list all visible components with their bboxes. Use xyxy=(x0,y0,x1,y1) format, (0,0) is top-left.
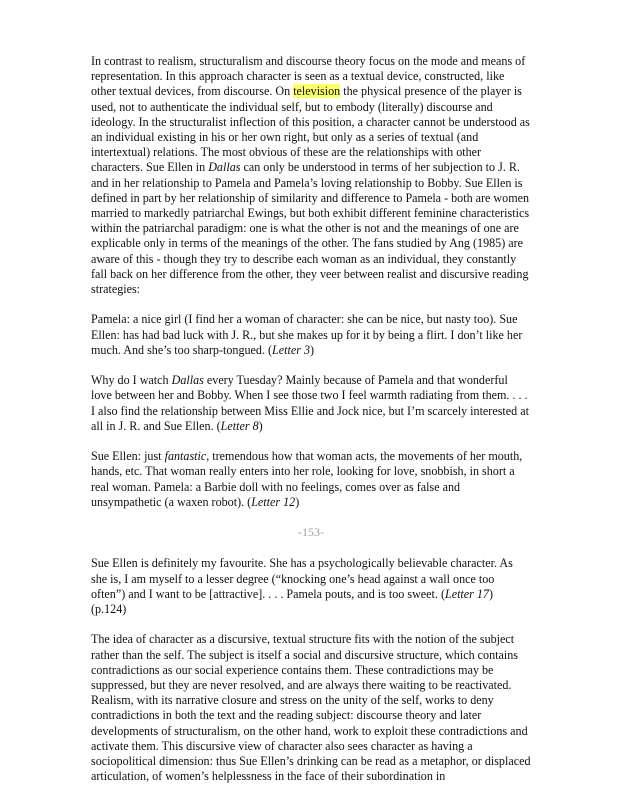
emphasis: fantastic xyxy=(164,449,207,464)
quote-letter-17: Sue Ellen is definitely my favourite. She has a psychologically believable character. As she is, I am myself to a lesser degree (“knocking one’s head against a wall once too often”) and I want to be [attractive]. . . . Pamela pouts, and is too sweet. (Letter 17) (p.124) xyxy=(91,556,513,617)
letter-citation: Letter 3 xyxy=(272,342,311,357)
show-title: Dallas xyxy=(208,160,241,175)
paragraph-discursive-character: The idea of character as a discursive, textual structure fits with the notion of the subject rather than the self. The subject is itself a social and discursive structure, which contains contradictions as our social experience contains them. These contradictions may be suppressed, but they are never resolved, and are always there waiting to be reactivated. Realism, with its narrative closure and stress on the unity of the self, works to deny contradictions in both the text and the reading subject: discourse theory and later developments of structuralism, on the other hand, work to exploit these contradictions and activate them. This discursive view of character also sees character as having a sociopolitical dimension: thus Sue Ellen’s drinking can be read as a metaphor, or displaced articulation, of women’s helplessness in the face of their subordination in xyxy=(91,632,531,784)
show-title: Dallas xyxy=(171,373,204,388)
quote-letter-12: Sue Ellen: just fantastic, tremendous how that woman acts, the movements of her mouth, hands, etc. That woman really enters into her role, looking for love, snobbish, in short a real woman. Pamela: a Barbie doll with no feelings, comes over as false and unsympathetic (a waxen robot). (Letter 12) xyxy=(91,449,523,509)
letter-citation: Letter 17 xyxy=(444,586,489,601)
letter-citation: Letter 8 xyxy=(220,418,259,433)
paragraph-structuralism: In contrast to realism, structuralism and discourse theory focus on the mode and means of representation. In this approach character is seen as a textual device, constructed, like other textual devices, from discourse. On television the physical presence of the player is used, not to authenticate the individual self, but to embody (literally) discourse and ideology. In the structuralist inflection of this position, a character cannot be understood as an individual existing in his or her own right, but only as a series of textual (and intertextual) relations. The most obvious of these are the relationships with other characters. Sue Ellen in Dallas can only be understood in terms of her subjection to J. R. and in her relationship to Pamela and Pamela’s loving relationship to Bobby. Sue Ellen is defined in part by her relationship of similarity and difference to Pamela - both are women married to markedly patriarchal Ewings, but both exhibit different feminine characteristics within the patriarchal paradigm: one is what the other is not and the meanings of one are explicable only in terms of the meanings of the other. The fans studied by Ang (1985) are aware of this - though they try to describe each woman as an individual, they constantly fall back on her difference from the other, they veer between realist and discursive reading strategies: xyxy=(91,54,530,297)
search-highlight: television xyxy=(293,84,341,99)
page-number: -153- xyxy=(298,525,324,540)
document-body xyxy=(91,54,531,800)
quote-letter-3: Pamela: a nice girl (I find her a woman of character: she can be nice, but nasty too). Sue Ellen: has had bad luck with J. R., but she makes up for it by being a flirt. I don’t like her much. And she’s too sharp-tongued. (Letter 3) xyxy=(91,312,523,357)
letter-citation: Letter 12 xyxy=(251,494,296,509)
quote-letter-8: Why do I watch Dallas every Tuesday? Mainly because of Pamela and that wonderful love between her and Bobby. When I see those two I feel warmth radiating from them. . . . I also find the relationship between Miss Ellie and Jock nice, but I’m scarcely interested at all in J. R. and Sue Ellen. (Letter 8) xyxy=(91,373,529,433)
